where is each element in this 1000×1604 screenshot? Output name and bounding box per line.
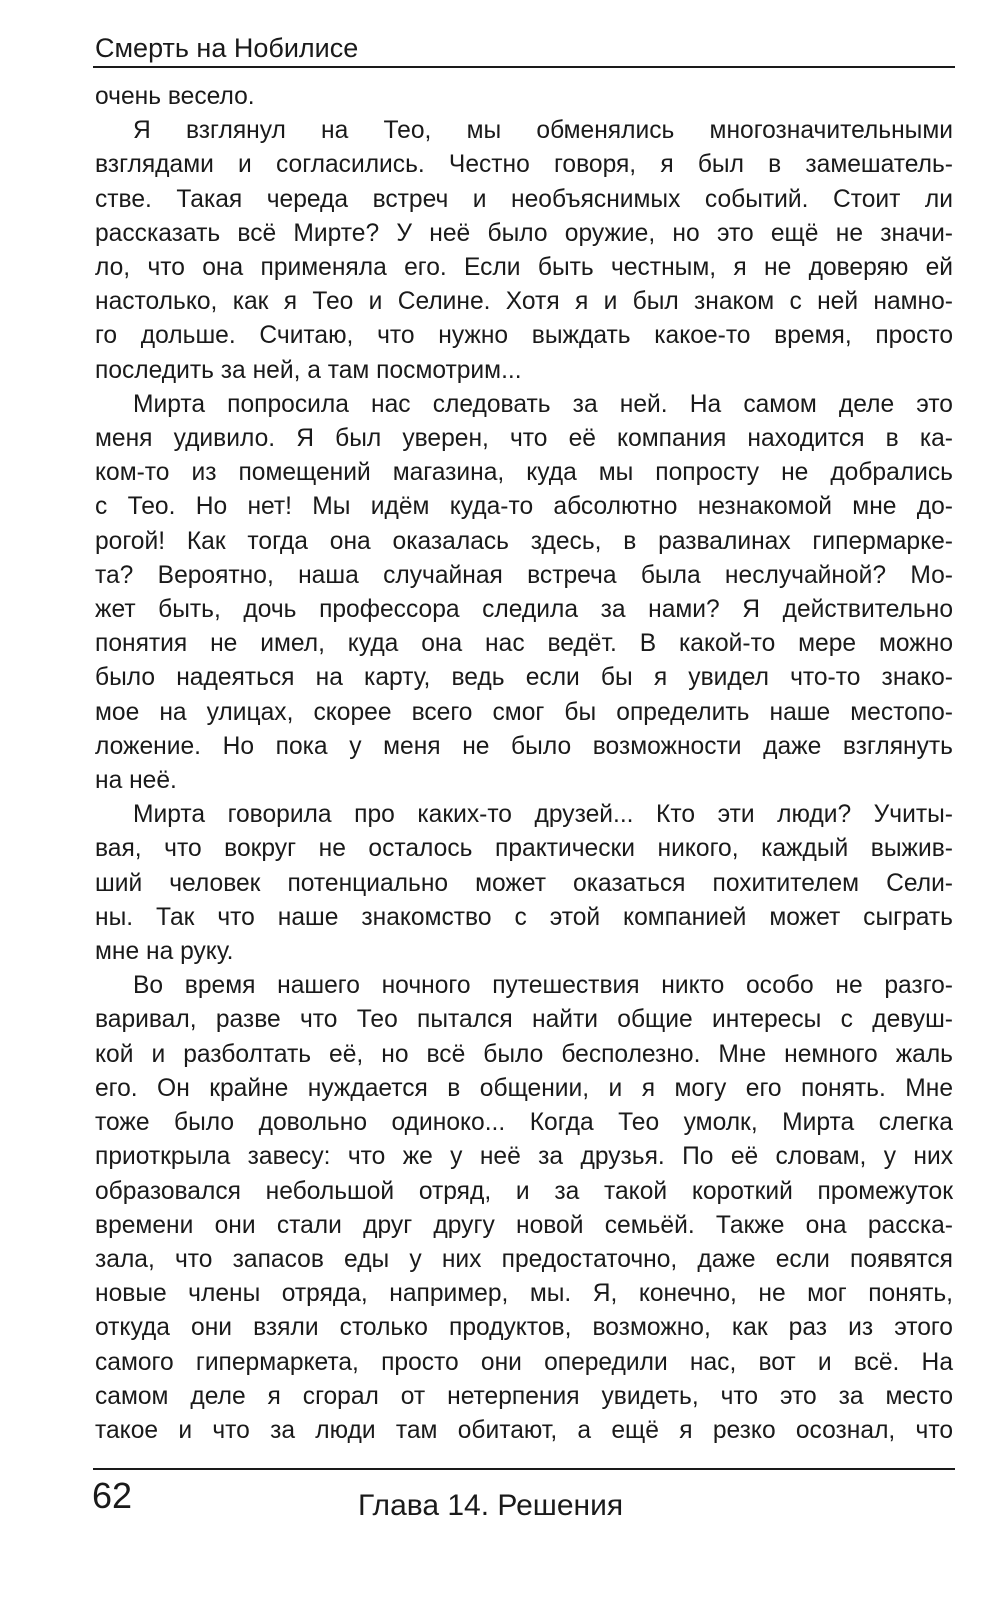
text-line: на неё. — [95, 767, 177, 795]
text-line: понятия не имел, куда она нас ведёт. В какой-то мере можно — [95, 630, 953, 658]
text-line: меня удивило. Я был уверен, что её компания находится в ка- — [95, 425, 953, 453]
text-line: ло, что она применяла его. Если быть честным, я не доверяю ей — [95, 254, 953, 282]
text-line: ший человек потенциально может оказаться похитителем Сели- — [95, 869, 953, 897]
text-line: стве. Такая череда встреч и необъяснимых событий. Стоит ли — [95, 185, 953, 213]
text-line: откуда они взяли столько продуктов, возможно, как раз из этого — [95, 1314, 953, 1342]
text-line: приоткрыла завесу: что же у неё за друзья. По её словам, у них — [95, 1143, 953, 1171]
paragraph — [95, 114, 953, 388]
text-line: мое на улицах, скорее всего смог бы определить наше местопо- — [95, 698, 953, 726]
text-line: с Тео. Но нет! Мы идём куда-то абсолютно незнакомой мне до- — [95, 493, 953, 521]
paragraph — [95, 80, 953, 114]
text-line: очень весело. — [95, 83, 255, 110]
running-header — [93, 30, 955, 68]
text-line: самого гипермаркета, просто они опередили нас, вот и всё. На — [95, 1348, 953, 1376]
paragraph — [95, 969, 953, 1448]
paragraph — [95, 388, 953, 798]
text-line: ком-то из помещений магазина, куда мы попросту не добрались — [95, 459, 953, 487]
page-body — [95, 80, 953, 1448]
text-line: жет быть, дочь профессора следила за нами? Я действительно — [95, 596, 953, 624]
text-line: го дольше. Считаю, что нужно выждать какое-то время, просто — [95, 322, 953, 350]
text-line: последить за ней, а там посмотрим... — [95, 356, 522, 384]
text-line: кой и разболтать её, но всё было бесполезно. Мне немного жаль — [95, 1040, 953, 1068]
text-line: тоже было довольно одиноко... Когда Тео умолк, Мирта слегка — [95, 1109, 953, 1137]
text-line: вая, что вокруг не осталось практически никого, каждый выжив- — [95, 835, 953, 863]
text-line: мне на руку. — [95, 938, 234, 966]
chapter-title: Глава 14. Решения — [358, 1489, 624, 1522]
text-line: Во время нашего ночного путешествия никто особо не разго- — [133, 972, 953, 1000]
text-line: Мирта попросила нас следовать за ней. На самом деле это — [133, 390, 953, 418]
text-line: та? Вероятно, наша случайная встреча была неслучайной? Мо- — [95, 561, 953, 589]
text-line: было надеяться на карту, ведь если бы я увидел что-то знако- — [95, 664, 953, 692]
text-line: времени они стали друг другу новой семьёй. Также она расска- — [95, 1211, 953, 1239]
page-number: 62 — [92, 1475, 133, 1516]
text-line: рассказать всё Мирте? У неё было оружие, но это ещё не значи- — [95, 219, 953, 247]
text-line: новые члены отряда, например, мы. Я, конечно, не мог понять, — [95, 1280, 953, 1308]
text-line: образовался небольшой отряд, и за такой короткий промежуток — [95, 1177, 953, 1205]
text-line: самом деле я сгорал от нетерпения увидеть, что это за место — [95, 1382, 953, 1410]
text-line: ложение. Но пока у меня не было возможности даже взглянуть — [95, 732, 953, 760]
text-line: его. Он крайне нуждается в общении, и я могу его понять. Мне — [95, 1074, 953, 1102]
text-line: такое и что за люди там обитают, а ещё я резко осознал, что — [95, 1416, 953, 1444]
text-line: Я взглянул на Тео, мы обменялись многозначительными — [133, 117, 953, 145]
book-title: Смерть на Нобилисе — [95, 33, 359, 63]
text-line: варивал, разве что Тео пытался найти общие интересы с девуш- — [95, 1006, 953, 1034]
text-line: настолько, как я Тео и Селине. Хотя я и был знаком с ней намно- — [95, 288, 953, 316]
text-line: ны. Так что наше знакомство с этой компанией может сыграть — [95, 903, 953, 931]
text-line: зала, что запасов еды у них предостаточно, даже если появятся — [95, 1245, 953, 1273]
text-line: Мирта говорила про каких-то друзей... Кто эти люди? Учиты- — [133, 801, 953, 829]
footer-rule — [93, 1468, 955, 1470]
text-line: взглядами и согласились. Честно говоря, я был в замешатель- — [95, 151, 953, 179]
text-line: рогой! Как тогда она оказалась здесь, в развалинах гипермарке- — [95, 527, 953, 555]
paragraph — [95, 798, 953, 969]
